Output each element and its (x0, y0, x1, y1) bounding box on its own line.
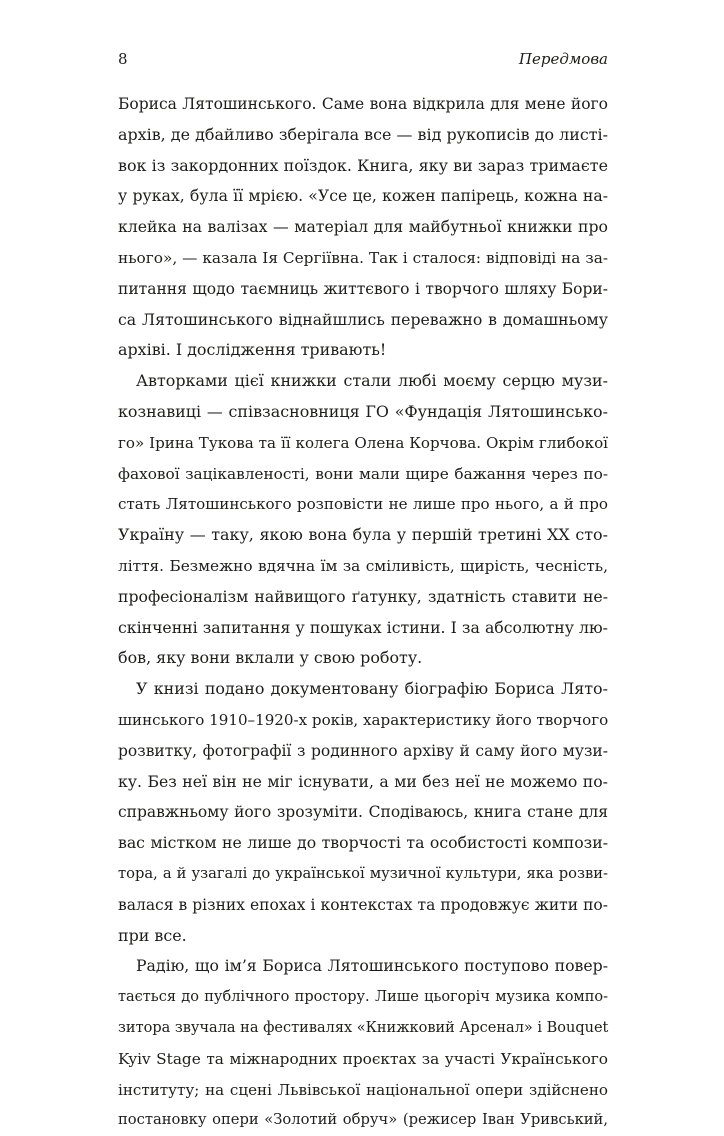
text-line: бов, яку вони вклали у свою роботу. (118, 648, 423, 668)
text-line: фахової зацікавленості, вони мали щире бажання через по- (118, 464, 608, 483)
text-line: Радію, що ім’я Бориса Лятошинського поступово повер- (136, 956, 608, 976)
text-line: клейка на валізах — матеріал для майбутньої книжки про (118, 217, 608, 237)
text-line: вок із закордонних поїздок. Книга, яку ви зараз тримаєте (118, 155, 608, 175)
text-line: Kyiv Stage та міжнародних проєктах за участі Українського (118, 1049, 608, 1068)
text-line: шинського 1910–1920-х років, характеристику його творчого (118, 710, 609, 729)
text-line: тора, а й узагалі до української музичної культури, яка розви- (118, 864, 608, 882)
text-line: справжньому його зрозуміти. Сподіваюсь, книга стане для (118, 803, 608, 822)
text-line: Бориса Лятошинського. Саме вона відкрила для мене його (118, 95, 608, 113)
text-line: тається до публічного простору. Лише цьогоріч музика компо- (118, 989, 608, 1006)
text-line: У книзі подано документовану біографію Бориса Лято- (136, 679, 608, 699)
text-line: ку. Без неї він не міг існувати, а ми без неї не можемо по- (118, 771, 608, 791)
text-line: вас містком не лише до творчості та особистості компози- (118, 833, 608, 853)
text-line: кознавиці — співзасновниця ГО «Фундація Лятошинсько- (118, 401, 608, 421)
running-head (118, 50, 608, 74)
text-line: професіоналізм найвищого ґатунку, здатність ставити не- (118, 586, 608, 606)
text-line: валася в різних епохах і контекстах та продовжує жити по- (118, 895, 608, 914)
text-line: Авторками цієї книжки стали любі моєму серцю музи- (136, 371, 608, 391)
text-line: нього», — казала Ія Сергіївна. Так і сталося: відповіді на за- (118, 248, 608, 267)
text-line: скінченні запитання у пошуках істини. І за абсолютну лю- (118, 617, 608, 637)
text-line: у руках, була її мрією. «Усе це, кожен папірець, кожна на- (118, 186, 608, 206)
body-text (118, 89, 608, 1136)
text-line: розвитку, фотографії з родинного архіву й саму його музи- (118, 741, 608, 760)
text-line: Україну — таку, якою вона була у першій третині XX сто- (118, 525, 608, 545)
page-number: 8 (118, 50, 128, 68)
text-line: питання щодо таємниць життєвого і творчого шляху Бори- (118, 279, 608, 298)
text-line: постановку опери «Золотий обруч» (режисер Іван Уривський, (118, 1111, 608, 1129)
text-line: ліття. Безмежно вдячна їм за сміливість, щирість, чесність, (118, 556, 608, 575)
text-line: при все. (118, 925, 187, 945)
text-line: го» Ірина Тукова та її колега Олена Корчова. Окрім глибокої (118, 433, 608, 452)
section-title: Передмова (518, 50, 608, 68)
text-line: архіві. І дослідження тривають! (118, 340, 387, 360)
text-line: стать Лятошинського розповісти не лише про нього, а й про (118, 495, 608, 514)
text-line: інституту; на сцені Львівської національної опери здійснено (118, 1080, 608, 1099)
text-line: са Лятошинського віднайшлись переважно в домашньому (118, 309, 608, 329)
text-line: зитора звучала на фестивалях «Книжковий Арсенал» і Bouquet (118, 1019, 609, 1036)
text-line: архів, де дбайливо зберігала все — від рукописів до листі- (118, 124, 608, 144)
